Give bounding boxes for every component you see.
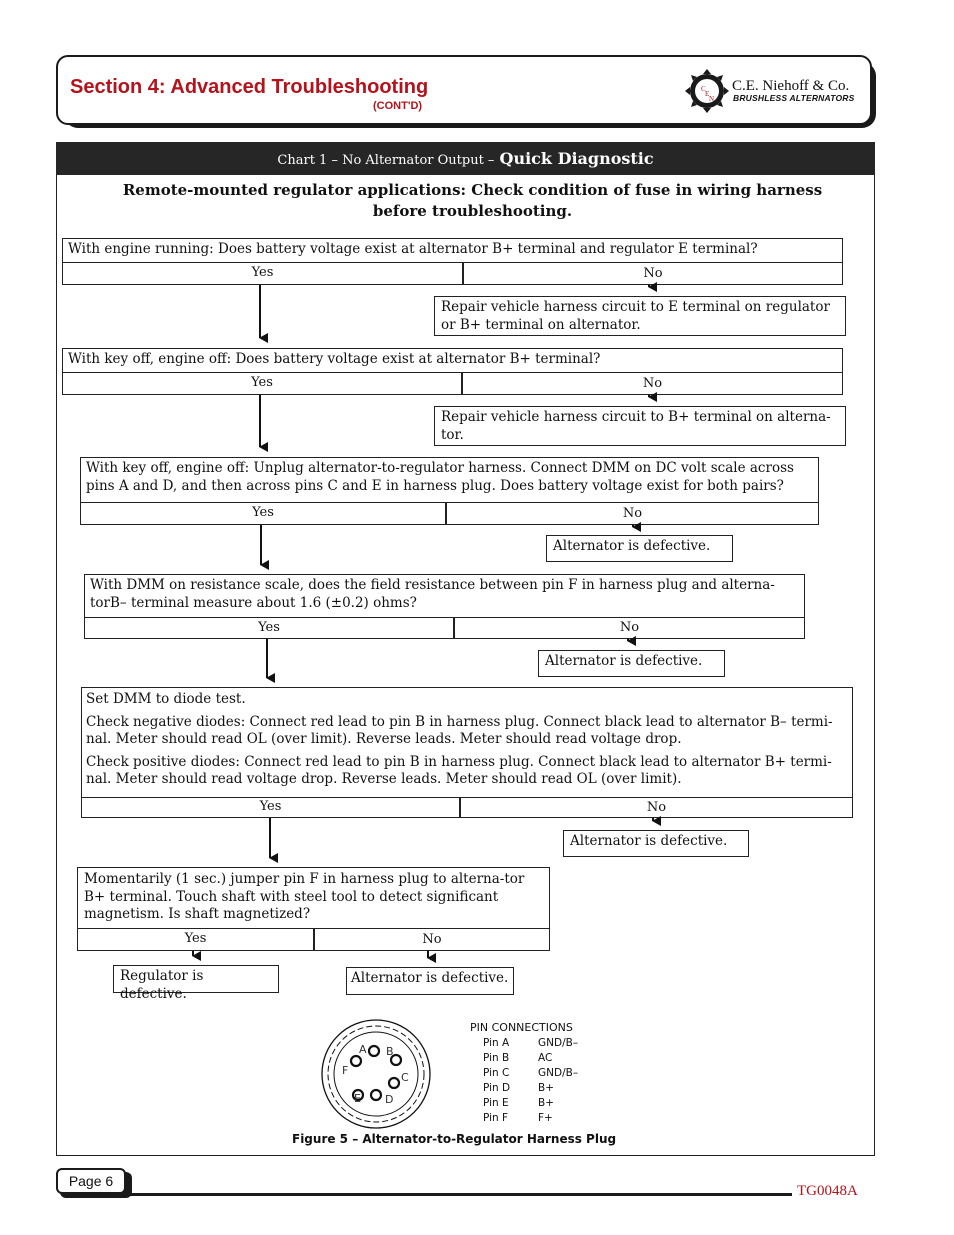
step5-no-label: No: [460, 797, 853, 818]
logo-letter-c: C: [701, 85, 706, 93]
logo-letter-e: E: [705, 90, 710, 98]
step6-question: Momentarily (1 sec.) jumper pin F in harness plug to alterna-tor B+ terminal. Touch shaft with steel tool to detect significant magnetism. Is shaft magnetized?: [77, 867, 550, 929]
pin-row-b-name: Pin B: [483, 1052, 510, 1064]
step4-question: With DMM on resistance scale, does the field resistance between pin F in harness plug and alterna-torB– terminal measure about 1.6 (±0.2) ohms?: [84, 574, 805, 618]
step6-no-label: No: [314, 928, 550, 951]
figure-caption: Figure 5 – Alternator-to-Regulator Harness Plug: [292, 1132, 617, 1146]
pin-row-a-connection: GND/B–: [538, 1037, 579, 1049]
logo-letter-n: N: [709, 95, 715, 103]
pin-row-d-connection: B+: [538, 1082, 555, 1094]
company-name: C.E. Niehoff & Co.: [732, 78, 850, 94]
plug-letter-c: C: [401, 1071, 409, 1084]
step4-no-result: Alternator is defective.: [538, 650, 725, 677]
step2-question: With key off, engine off: Does battery voltage exist at alternator B+ terminal?: [62, 348, 843, 373]
company-tagline: BRUSHLESS ALTERNATORS: [733, 93, 855, 103]
step2-no-label: No: [462, 372, 843, 395]
step2-no-result: Repair vehicle harness circuit to B+ terminal on alterna-tor.: [434, 406, 846, 446]
step5-yes-label: Yes: [81, 797, 460, 818]
step6-yes-result: Regulator is defective.: [113, 965, 279, 993]
step5-no-result: Alternator is defective.: [563, 830, 749, 857]
pin-row-c-name: Pin C: [483, 1067, 510, 1079]
plug-letter-e: E: [354, 1092, 361, 1105]
step6-no-result: Alternator is defective.: [346, 967, 514, 995]
step4-no-label: No: [454, 617, 805, 639]
plug-letter-b: B: [386, 1045, 394, 1058]
step3-no-result: Alternator is defective.: [546, 535, 733, 562]
step3-question: With key off, engine off: Unplug alternator-to-regulator harness. Connect DMM on DC volt scale across pins A and D, and then across pins C and E in harness plug. Does battery voltage exist for both pairs?: [80, 457, 819, 503]
pin-row-b-connection: AC: [538, 1052, 553, 1064]
plug-letter-d: D: [385, 1093, 394, 1106]
step1-question: With engine running: Does battery voltage exist at alternator B+ terminal and regulator E terminal?: [62, 238, 843, 263]
page-label: Page 6: [56, 1168, 126, 1194]
footer-rule: [130, 1193, 792, 1196]
chart-heading-prefix: Chart 1 – No Alternator Output –: [277, 153, 495, 168]
pin-connections-title: PIN CONNECTIONS: [470, 1021, 573, 1034]
step1-no-label: No: [463, 262, 843, 285]
pin-row-a-name: Pin A: [483, 1037, 510, 1049]
pin-c-icon: [389, 1078, 399, 1088]
step5-line2: Check negative diodes: Connect red lead to pin B in harness plug. Connect black lead to alternator B– termi-nal. Meter should read OL (over limit). Reverse leads. Meter should read voltage drop.: [86, 713, 833, 747]
plug-letter-a: A: [359, 1043, 367, 1056]
pin-row-f-connection: F+: [538, 1112, 553, 1124]
step5-line1: Set DMM to diode test.: [86, 691, 246, 707]
step1-yes-label: Yes: [62, 262, 463, 285]
section-title: Section 4: Advanced Troubleshooting: [70, 76, 429, 98]
plug-letter-f: F: [342, 1064, 349, 1077]
step4-yes-label: Yes: [84, 617, 454, 639]
chart-heading-main: Quick Diagnostic: [499, 149, 654, 168]
pin-row-c-connection: GND/B–: [538, 1067, 579, 1079]
pin-row-e-connection: B+: [538, 1097, 555, 1109]
step5-line3: Check positive diodes: Connect red lead to pin B in harness plug. Connect black lead to alternator B+ termi-nal. Meter should read voltage drop. Reverse leads. Meter should read OL (over limit).: [86, 753, 832, 787]
chart-intro: Remote-mounted regulator applications: Check condition of fuse in wiring harness before troubleshooting.: [122, 181, 823, 220]
step3-no-label: No: [446, 502, 819, 525]
pin-a-icon: [369, 1046, 379, 1056]
step6-yes-label: Yes: [77, 928, 314, 951]
document-code: TG0048A: [797, 1183, 858, 1199]
pin-d-icon: [371, 1090, 381, 1100]
step3-yes-label: Yes: [80, 502, 446, 525]
pin-f-icon: [351, 1056, 361, 1066]
pin-row-e-name: Pin E: [483, 1097, 509, 1109]
harness-plug-diagram: [318, 1018, 436, 1130]
section-subtitle: (CONT'D): [373, 100, 423, 112]
pin-row-f-name: Pin F: [483, 1112, 509, 1124]
step1-no-result: Repair vehicle harness circuit to E terminal on regulator or B+ terminal on alternator.: [434, 296, 846, 336]
step2-yes-label: Yes: [62, 372, 462, 395]
pin-row-d-name: Pin D: [483, 1082, 511, 1094]
